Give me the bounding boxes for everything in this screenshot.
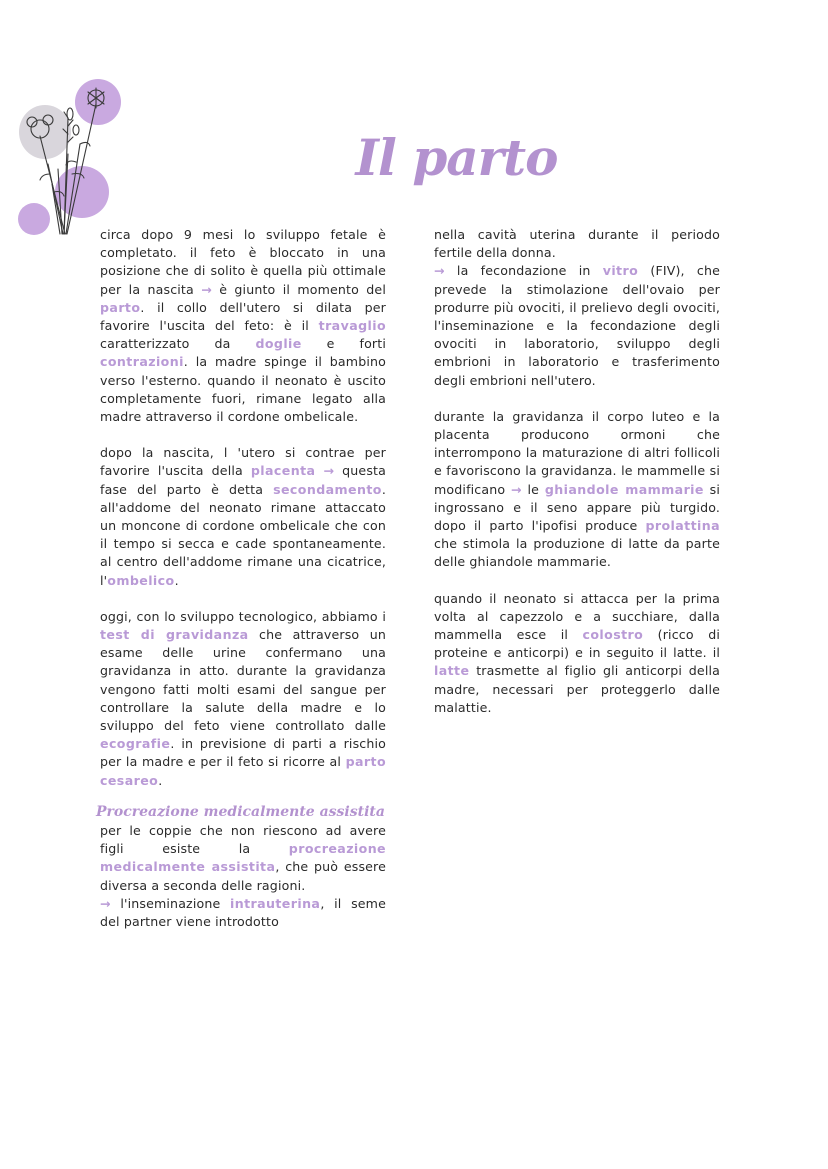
keyword-pma: procreazione medicalmente assistita bbox=[100, 841, 386, 875]
paragraph-pma: per le coppie che non riescono ad avere figli esiste la procreazione medicalmente assistita, che può essere diversa a seconda delle ragioni. bbox=[100, 822, 387, 893]
paragraph-insemination-cont: nella cavità uterina durante il periodo fertile della donna. bbox=[434, 227, 720, 261]
paragraph-insemination: → l'inseminazione intrauterina, il seme del partner viene introdotto bbox=[100, 895, 386, 929]
keyword-ombelico: ombelico bbox=[107, 572, 175, 588]
keyword-vitro: vitro bbox=[602, 263, 639, 279]
paragraph-afterbirth: dopo la nascita, l 'utero si contrae per favorire l'uscita della placenta → questa fase del parto è detta secondamento. all'addome del neonato rimane attaccato un moncone di cordone ombelicale che con il tempo si secca e cade spontaneamente. al centro dell'addome rimane una cicatrice, l'ombelico. bbox=[100, 445, 386, 588]
keyword-doglie: doglie bbox=[255, 336, 302, 352]
paragraph-breastfeeding: quando il neonato si attacca per la prima volta al capezzolo e a succhiare, dalla mammella esce il colostro (ricco di proteine e anticorpi) e in seguito il latte. il latte trasmette al figlio gli anticorpi della madre, necessari per proteggerlo dalle malattie. bbox=[434, 590, 720, 715]
keyword-prolattina: prolattina bbox=[645, 518, 720, 534]
keyword-ghiandole-mammarie: ghiandole mammarie bbox=[544, 481, 704, 497]
keyword-placenta: placenta bbox=[250, 463, 316, 479]
paragraph-technology: oggi, con lo sviluppo tecnologico, abbiamo i test di gravidanza che attraverso un esame delle urine confermano una gravidanza in atto. durante la gravidanza vengono fatti molti esami del sangue per controllare la salute della madre e lo sviluppo del feto viene controllato dalle ecografie. in previsione di parti a rischio per la madre e per il feto si ricorre al parto cesareo. bbox=[100, 608, 386, 788]
keyword-test-gravidanza: test di gravidanza bbox=[100, 627, 249, 643]
paragraph-birth: circa dopo 9 mesi lo sviluppo fetale è completato. il feto è bloccato in una posizione che di solito è quella più ottimale per la nascita → è giunto il momento del parto. il collo dell'utero si dilata per favorire l'uscita del feto: è il travaglio caratterizzato da doglie e forti contrazioni. la madre spinge il bambino verso l'esterno. quando il neonato è uscito completamente fuori, rimane legato alla madre attraverso il cordone ombelicale. bbox=[100, 227, 386, 425]
paragraph-pregnancy-body: durante la gravidanza il corpo luteo e la placenta producono ormoni che interrompono la maturazione di altri follicoli e favoriscono la gravidanza. le mammelle si modificano → le ghiandole mammarie si ingrossano e il seno appare più turgido. dopo il parto l'ipofisi produce prolattina che stimola la produzione di latte da parte delle ghiandole mammarie. bbox=[434, 408, 721, 570]
left-column bbox=[96, 226, 387, 931]
page-title: Il parto bbox=[355, 128, 558, 187]
keyword-travaglio: travaglio bbox=[318, 318, 386, 334]
keyword-contrazioni: contrazioni bbox=[100, 354, 184, 370]
keyword-secondamento: secondamento bbox=[273, 481, 382, 497]
arrow-icon: → bbox=[201, 281, 212, 297]
arrow-icon: → bbox=[434, 263, 445, 279]
arrow-icon: → bbox=[323, 463, 335, 479]
keyword-ecografie: ecografie bbox=[100, 736, 171, 752]
right-column bbox=[434, 226, 720, 735]
keyword-intrauterina: intrauterina bbox=[230, 895, 321, 911]
keyword-parto: parto bbox=[100, 299, 141, 315]
paragraph-fiv: → la fecondazione in vitro (FIV), che prevede la stimolazione dell'ovaio per produrre più ovociti, il prelievo degli ovociti, l'inseminazione e la fecondazione degli ovociti in laboratorio, sviluppo degli embrioni in laboratorio e trasferimento degli embrioni nell'utero. bbox=[434, 263, 720, 388]
section-heading: Procreazione medicalmente assistita bbox=[96, 803, 385, 820]
keyword-parto-cesareo: parto cesareo bbox=[100, 754, 386, 788]
keyword-colostro: colostro bbox=[582, 627, 644, 643]
arrow-icon: → bbox=[100, 895, 111, 911]
keyword-latte: latte bbox=[434, 663, 470, 679]
arrow-icon: → bbox=[511, 481, 522, 497]
